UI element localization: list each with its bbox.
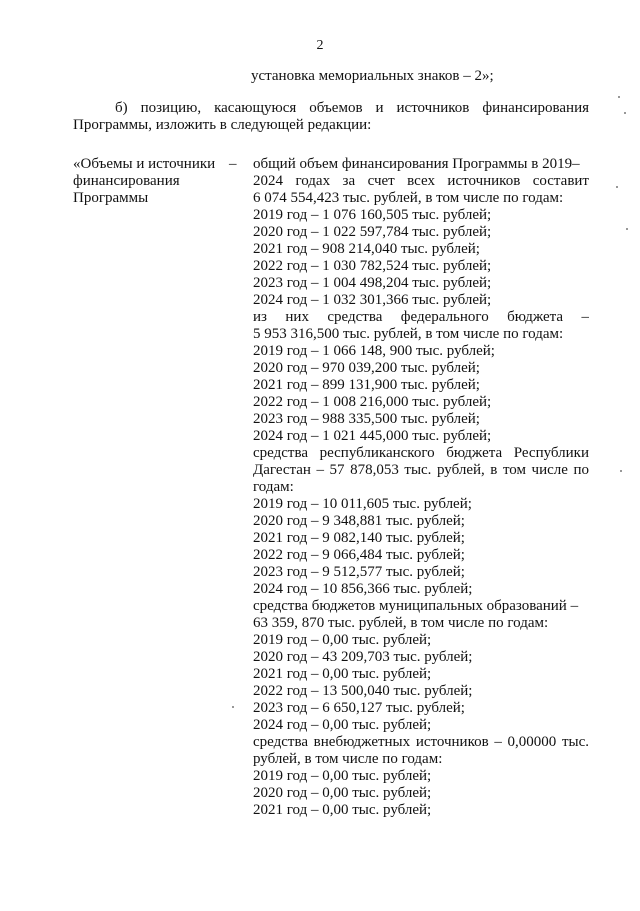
scan-speck <box>232 706 234 708</box>
extra-year-line: 2020 год – 0,00 тыс. рублей; <box>253 785 432 801</box>
extra-intro-line: средства внебюджетных источников – 0,00000 тыс. <box>253 734 589 750</box>
scan-speck <box>620 470 622 472</box>
first-line: установка мемориальных знаков – 2»; <box>251 68 494 84</box>
federal-year-line: 2022 год – 1 008 216,000 тыс. рублей; <box>253 394 492 410</box>
total-intro-line: 6 074 554,423 тыс. рублей, в том числе по годам: <box>253 190 564 206</box>
separator-dash: – <box>229 156 237 172</box>
federal-intro-line: 5 953 316,500 тыс. рублей, в том числе по годам: <box>253 326 564 342</box>
position-label-line: «Объемы и источники <box>73 156 216 172</box>
municipal-year-line: 2020 год – 43 209,703 тыс. рублей; <box>253 649 473 665</box>
republic-intro-line: годам: <box>253 479 294 495</box>
paragraph-b <box>73 100 589 134</box>
republic-year-line: 2019 год – 10 011,605 тыс. рублей; <box>253 496 472 512</box>
federal-intro-line: из них средства федерального бюджета – <box>253 309 589 325</box>
scan-speck <box>626 228 628 230</box>
financing-details <box>253 156 589 819</box>
scan-speck <box>618 96 620 98</box>
federal-year-line: 2019 год – 1 066 148, 900 тыс. рублей; <box>253 343 495 359</box>
municipal-year-line: 2024 год – 0,00 тыс. рублей; <box>253 717 432 733</box>
extra-intro-line: рублей, в том числе по годам: <box>253 751 443 767</box>
extra-year-line: 2019 год – 0,00 тыс. рублей; <box>253 768 432 784</box>
federal-year-line: 2024 год – 1 021 445,000 тыс. рублей; <box>253 428 492 444</box>
total-year-line: 2021 год – 908 214,040 тыс. рублей; <box>253 241 480 257</box>
total-intro-line: 2024 годах за счет всех источников составит <box>253 173 589 189</box>
total-year-line: 2023 год – 1 004 498,204 тыс. рублей; <box>253 275 492 291</box>
scan-speck <box>616 186 618 188</box>
municipal-year-line: 2021 год – 0,00 тыс. рублей; <box>253 666 432 682</box>
total-year-line: 2019 год – 1 076 160,505 тыс. рублей; <box>253 207 492 223</box>
municipal-year-line: 2022 год – 13 500,040 тыс. рублей; <box>253 683 473 699</box>
position-label <box>73 156 223 207</box>
extra-year-line: 2021 год – 0,00 тыс. рублей; <box>253 802 432 818</box>
municipal-intro-line: 63 359, 870 тыс. рублей, в том числе по годам: <box>253 615 549 631</box>
municipal-intro-line: средства бюджетов муниципальных образований – <box>253 598 579 614</box>
municipal-year-line: 2019 год – 0,00 тыс. рублей; <box>253 632 432 648</box>
federal-year-line: 2020 год – 970 039,200 тыс. рублей; <box>253 360 480 376</box>
page-number: 2 <box>316 38 324 53</box>
republic-intro-line: средства республиканского бюджета Республики <box>253 445 589 461</box>
total-year-line: 2022 год – 1 030 782,524 тыс. рублей; <box>253 258 492 274</box>
republic-year-line: 2020 год – 9 348,881 тыс. рублей; <box>253 513 465 529</box>
municipal-year-line: 2023 год – 6 650,127 тыс. рублей; <box>253 700 465 716</box>
total-intro-line: общий объем финансирования Программы в 2019– <box>253 156 580 172</box>
republic-intro-line: Дагестан – 57 878,053 тыс. рублей, в том числе по <box>253 462 589 478</box>
position-label-line: Программы <box>73 190 149 206</box>
total-year-line: 2024 год – 1 032 301,366 тыс. рублей; <box>253 292 492 308</box>
republic-year-line: 2021 год – 9 082,140 тыс. рублей; <box>253 530 465 546</box>
republic-year-line: 2022 год – 9 066,484 тыс. рублей; <box>253 547 465 563</box>
total-year-line: 2020 год – 1 022 597,784 тыс. рублей; <box>253 224 492 240</box>
position-label-line: финансирования <box>73 173 180 189</box>
republic-year-line: 2023 год – 9 512,577 тыс. рублей; <box>253 564 465 580</box>
republic-year-line: 2024 год – 10 856,366 тыс. рублей; <box>253 581 473 597</box>
federal-year-line: 2023 год – 988 335,500 тыс. рублей; <box>253 411 480 427</box>
scan-speck <box>624 112 626 114</box>
federal-year-line: 2021 год – 899 131,900 тыс. рублей; <box>253 377 480 393</box>
paragraph-b-text: б) позицию, касающуюся объемов и источников финансирования Программы, изложить в следующей редакции: <box>73 100 589 133</box>
